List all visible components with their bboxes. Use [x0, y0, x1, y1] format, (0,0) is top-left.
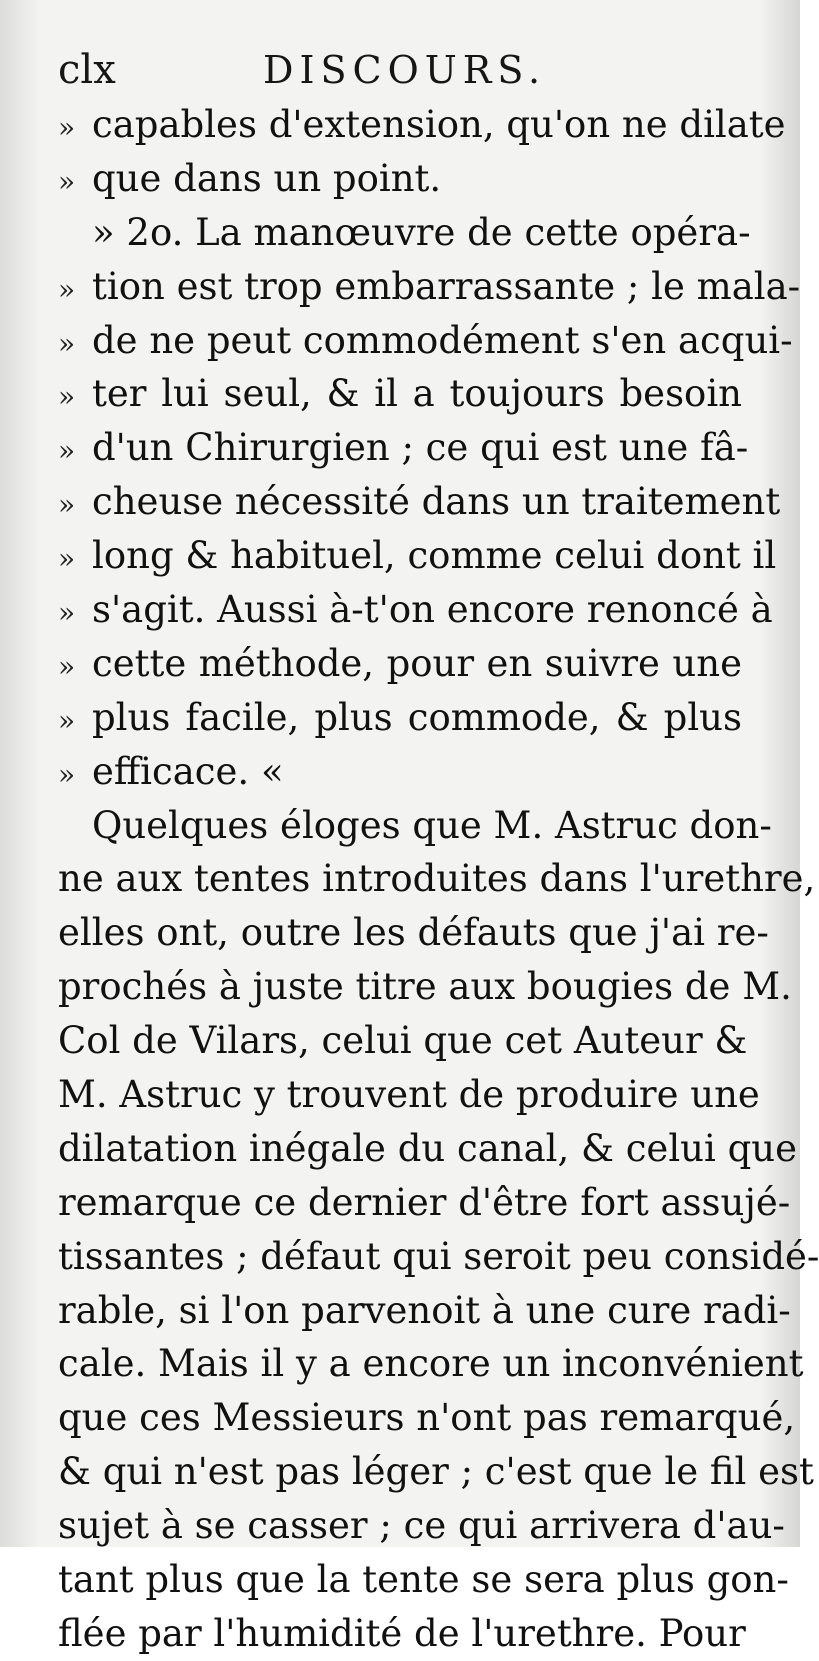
quote-marker: »: [58, 703, 76, 737]
text-line: [58, 152, 742, 206]
text-line: [58, 583, 773, 637]
line-text: M. Astruc y trouvent de produire une: [58, 1073, 760, 1117]
page-gutter-shadow: [0, 0, 40, 1547]
text-line: [58, 1499, 785, 1553]
line-text: tant plus que la tente se sera plus gon-: [58, 1558, 789, 1602]
line-text: long & habituel, comme celui dont il: [92, 534, 777, 578]
line-text: capables d'extension, qu'on ne dilate: [92, 103, 786, 146]
line-text: de ne peut commodément s'en acqui-: [92, 318, 793, 362]
text-line: [58, 1014, 748, 1068]
quote-marker: »: [58, 488, 76, 522]
text-line: [58, 260, 801, 314]
line-text: que dans un point.: [92, 156, 442, 200]
text-line: [58, 1176, 791, 1230]
line-text: tissantes ; défaut qui seroit peu considé-: [58, 1234, 819, 1278]
text-line: [58, 1122, 797, 1176]
text-line: [58, 637, 742, 691]
page-number: clx: [58, 47, 116, 93]
text-line: [58, 1337, 804, 1391]
text-line: [58, 421, 749, 475]
quote-marker: »: [58, 596, 76, 630]
page-header: [58, 40, 738, 100]
quote-marker: »: [58, 757, 76, 791]
line-text: elles ont, outre les défauts que j'ai re-: [58, 911, 769, 955]
text-line: [58, 1230, 819, 1284]
line-text: Col de Vilars, celui que cet Auteur &: [58, 1019, 748, 1063]
text-line: [58, 960, 792, 1014]
line-text: d'un Chirurgien ; ce qui est une fâ-: [92, 426, 749, 470]
line-text: ter lui seul, & il a toujours besoin: [92, 372, 742, 416]
text-line: [58, 1553, 789, 1607]
quote-marker: »: [58, 434, 76, 468]
text-line: [58, 745, 742, 799]
line-text: prochés à juste titre aux bougies de M.: [58, 965, 792, 1009]
text-line: [58, 1068, 760, 1122]
line-text: plus facile, plus commode, & plus: [92, 695, 742, 739]
text-line: [58, 906, 769, 960]
text-line: [58, 1391, 796, 1445]
quote-marker: »: [58, 380, 76, 414]
text-line: [58, 314, 793, 368]
quote-marker: »: [58, 326, 76, 360]
line-text: ne aux tentes introduites dans l'urethre,: [58, 857, 816, 901]
line-text: » 2o. La manœuvre de cette opéra-: [92, 210, 751, 254]
line-text: dilatation inégale du canal, & celui que: [58, 1126, 797, 1170]
line-text: cheuse nécessité dans un traitement: [92, 480, 781, 524]
line-text: & qui n'est pas léger ; c'est que le fil est: [58, 1450, 814, 1494]
line-text: cette méthode, pour en suivre une: [92, 641, 742, 685]
line-text: remarque ce dernier d'être fort assujé-: [58, 1180, 791, 1224]
quote-marker: »: [58, 649, 76, 683]
text-line: [58, 691, 742, 745]
quote-marker: »: [58, 542, 76, 576]
text-line: [58, 1607, 746, 1661]
text-line: [58, 799, 772, 853]
line-text: s'agit. Aussi à-t'on encore renoncé à: [92, 588, 773, 632]
text-line: [58, 1445, 814, 1499]
text-line: [58, 1284, 791, 1338]
text-line: [58, 475, 781, 529]
line-text: sujet à se casser ; ce qui arrivera d'au-: [58, 1504, 785, 1548]
line-text: cale. Mais il y a encore un inconvénient: [58, 1342, 804, 1386]
text-line: [58, 367, 742, 421]
line-text: flée par l'humidité de l'urethre. Pour: [58, 1611, 746, 1655]
line-text: tion est trop embarrassante ; le mala-: [92, 264, 801, 308]
line-text: rable, si l'on parvenoit à une cure radi-: [58, 1288, 791, 1332]
line-text: Quelques éloges que M. Astruc don-: [92, 803, 772, 847]
quote-marker: »: [58, 164, 76, 198]
line-text: que ces Messieurs n'ont pas remarqué,: [58, 1396, 796, 1440]
running-title: DISCOURS.: [263, 48, 547, 92]
text-line: [58, 529, 777, 583]
line-text: efficace. «: [92, 749, 284, 793]
quote-marker: »: [58, 111, 76, 144]
text-line: [58, 852, 816, 906]
quote-marker: »: [58, 272, 76, 306]
text-line: [58, 206, 751, 260]
body-text: [58, 98, 819, 1661]
text-line: [58, 98, 786, 152]
